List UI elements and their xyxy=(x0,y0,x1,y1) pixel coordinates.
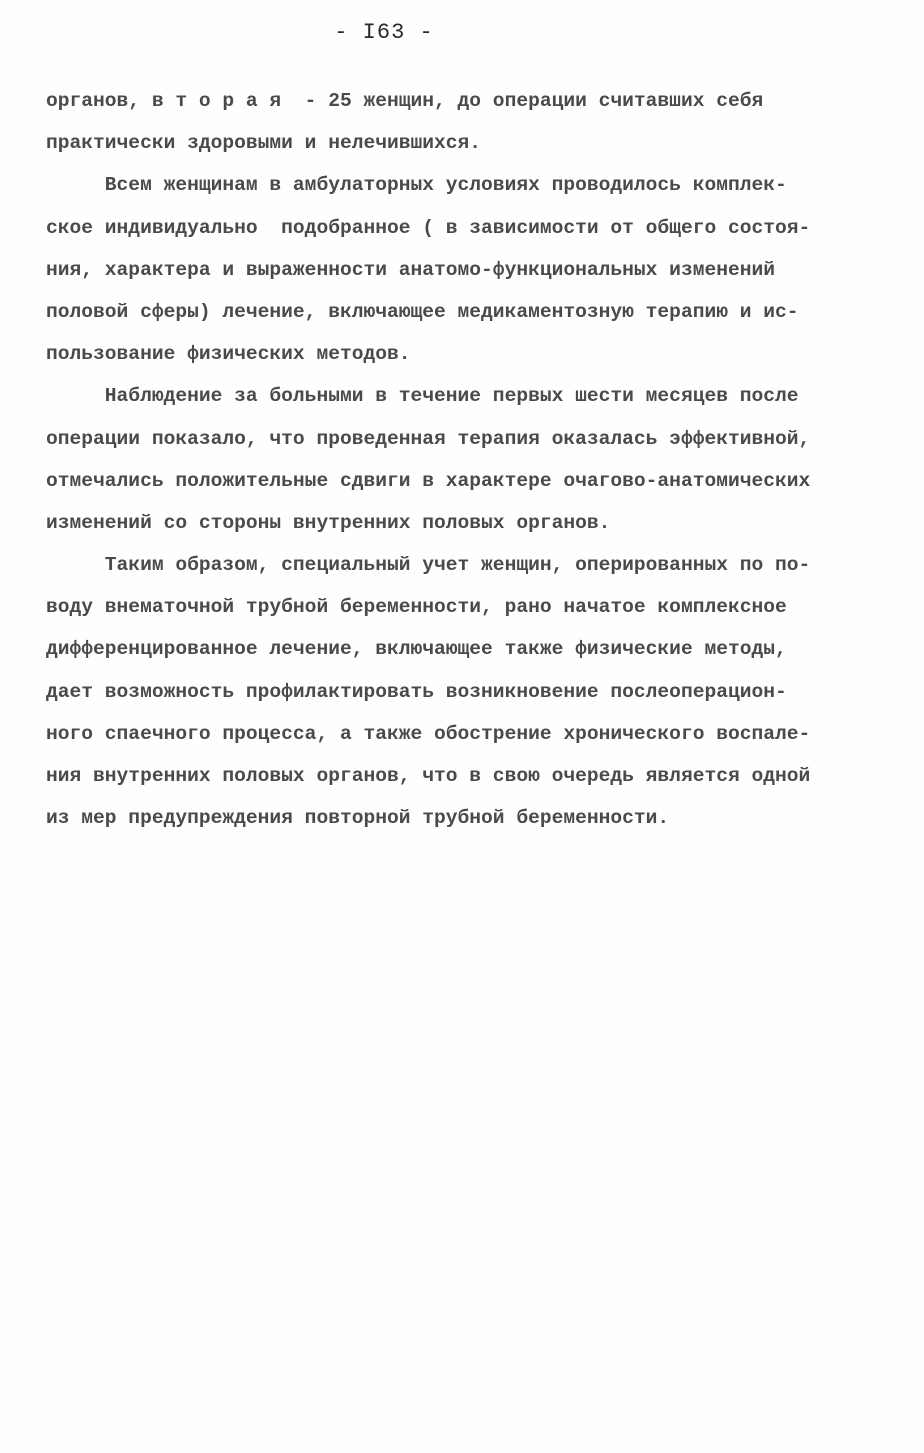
text-line: отмечались положительные сдвиги в характере очагово-анатомических xyxy=(46,469,811,492)
body-text xyxy=(46,80,896,839)
text-line: ного спаечного процесса, а также обострение хронического воспале- xyxy=(46,722,811,745)
text-line: дифференцированное лечение, включающее также физические методы, xyxy=(46,638,787,661)
page-number: - I63 - xyxy=(334,20,434,45)
text-line: практически здоровыми и нелечившихся. xyxy=(46,132,482,155)
text-line: ское индивидуально подобранное ( в зависимости от общего состоя- xyxy=(46,216,811,239)
text-line: Наблюдение за больными в течение первых шести месяцев после xyxy=(46,385,799,408)
text-line: воду внематочной трубной беременности, рано начатое комплексное xyxy=(46,596,787,619)
text-line: органов, в т о р а я - 25 женщин, до операции считавших себя xyxy=(46,90,764,112)
text-line: изменений со стороны внутренних половых органов. xyxy=(46,511,611,534)
text-line: ния, характера и выраженности анатомо-функциональных изменений xyxy=(46,258,776,281)
text-line: ния внутренних половых органов, что в свою очередь является одной xyxy=(46,765,811,787)
text-line: половой сферы) лечение, включающее медикаментозную терапию и ис- xyxy=(46,300,799,323)
text-line: Таким образом, специальный учет женщин, оперированных по по- xyxy=(46,554,811,577)
text-line: дает возможность профилактировать возникновение послеоперацион- xyxy=(46,680,787,703)
text-line: Всем женщинам в амбулаторных условиях проводилось комплек- xyxy=(46,174,787,197)
text-line: операции показало, что проведенная терапия оказалась эффективной, xyxy=(46,427,811,450)
text-line: пользование физических методов. xyxy=(46,343,411,366)
text-line: из мер предупреждения повторной трубной беременности. xyxy=(46,807,670,830)
